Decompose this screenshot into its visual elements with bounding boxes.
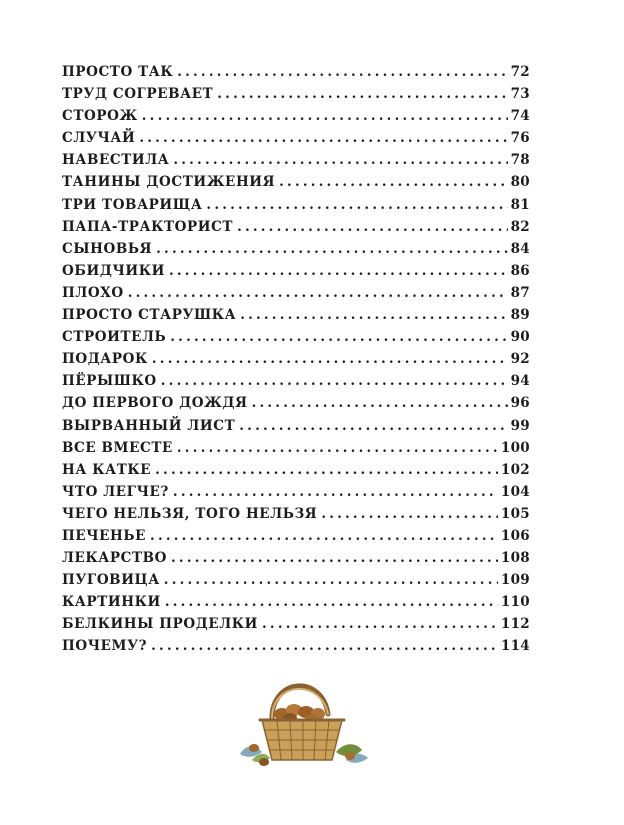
table-of-contents <box>62 64 530 661</box>
toc-entry <box>62 152 530 174</box>
toc-dot-leader <box>173 484 498 500</box>
toc-entry <box>62 572 530 594</box>
toc-entry-page-number: 110 <box>500 594 530 611</box>
toc-dot-leader <box>217 86 507 102</box>
toc-entry <box>62 174 530 196</box>
toc-entry-title: ПАПА-ТРАКТОРИСТ <box>62 218 234 235</box>
toc-entry-page-number: 73 <box>510 86 530 103</box>
toc-dot-leader <box>252 395 508 411</box>
toc-entry <box>62 285 530 307</box>
toc-dot-leader <box>128 285 508 301</box>
toc-dot-leader <box>139 130 507 146</box>
toc-entry-title: ТАНИНЫ ДОСТИЖЕНИЯ <box>62 174 276 191</box>
toc-entry <box>62 638 530 660</box>
toc-entry-page-number: 89 <box>510 307 530 324</box>
toc-entry-title: ПУГОВИЦА <box>62 572 160 589</box>
toc-entry <box>62 550 530 572</box>
toc-entry <box>62 373 530 395</box>
toc-entry <box>62 108 530 130</box>
toc-entry-page-number: 80 <box>510 174 530 191</box>
toc-entry-title: ПЛОХО <box>62 284 124 301</box>
toc-dot-leader <box>237 219 508 235</box>
toc-entry-page-number: 87 <box>510 284 530 301</box>
toc-entry <box>62 418 530 440</box>
toc-entry-title: ВЫРВАННЫЙ ЛИСТ <box>62 417 236 434</box>
toc-entry-title: НАВЕСТИЛА <box>62 152 170 169</box>
toc-dot-leader <box>177 440 498 456</box>
toc-entry-page-number: 84 <box>510 240 530 257</box>
toc-entry-page-number: 74 <box>510 108 530 125</box>
toc-entry-title: ПОДАРОК <box>62 351 148 368</box>
toc-entry-title: ТРИ ТОВАРИЩА <box>62 196 203 213</box>
toc-entry-page-number: 104 <box>500 483 530 500</box>
toc-entry-title: ПЁРЫШКО <box>62 373 157 390</box>
toc-entry <box>62 263 530 285</box>
basket-of-nuts-illustration <box>232 668 372 770</box>
toc-entry-page-number: 94 <box>510 373 530 390</box>
toc-dot-leader <box>169 263 508 279</box>
toc-entry <box>62 616 530 638</box>
toc-entry-title: СЛУЧАЙ <box>62 130 136 147</box>
toc-entry-title: НА КАТКЕ <box>62 461 152 478</box>
toc-dot-leader <box>170 329 507 345</box>
toc-dot-leader <box>177 64 507 80</box>
toc-entry-title: ДО ПЕРВОГО ДОЖДЯ <box>62 395 248 412</box>
toc-entry <box>62 594 530 616</box>
toc-entry-title: БЕЛКИНЫ ПРОДЕЛКИ <box>62 616 259 633</box>
toc-entry-page-number: 102 <box>500 461 530 478</box>
toc-entry-page-number: 108 <box>500 550 530 567</box>
toc-dot-leader <box>155 462 498 478</box>
toc-entry <box>62 395 530 417</box>
toc-entry <box>62 351 530 373</box>
toc-entry <box>62 219 530 241</box>
toc-entry-page-number: 109 <box>500 572 530 589</box>
toc-dot-leader <box>171 550 498 566</box>
toc-entry <box>62 130 530 152</box>
toc-entry-page-number: 114 <box>500 638 530 655</box>
toc-entry <box>62 64 530 86</box>
toc-dot-leader <box>151 638 498 654</box>
toc-entry-title: ЛЕКАРСТВО <box>62 550 168 567</box>
toc-entry <box>62 484 530 506</box>
toc-entry-page-number: 81 <box>510 196 530 213</box>
toc-dot-leader <box>156 241 507 257</box>
toc-entry <box>62 528 530 550</box>
toc-entry-page-number: 92 <box>510 351 530 368</box>
toc-entry-page-number: 112 <box>500 616 530 633</box>
toc-entry-page-number: 86 <box>510 262 530 279</box>
toc-dot-leader <box>239 418 507 434</box>
toc-entry <box>62 440 530 462</box>
toc-entry-page-number: 78 <box>510 152 530 169</box>
toc-dot-leader <box>165 594 498 610</box>
toc-entry-title: КАРТИНКИ <box>62 594 161 611</box>
toc-entry <box>62 506 530 528</box>
toc-entry-page-number: 99 <box>510 417 530 434</box>
toc-dot-leader <box>240 307 507 323</box>
toc-entry <box>62 329 530 351</box>
toc-entry-page-number: 72 <box>510 64 530 80</box>
toc-entry-title: ПРОСТО СТАРУШКА <box>62 307 237 324</box>
toc-entry-title: ТРУД СОГРЕВАЕТ <box>62 86 214 103</box>
toc-entry-title: ПОЧЕМУ? <box>62 638 148 655</box>
toc-entry-title: ЧТО ЛЕГЧЕ? <box>62 483 169 500</box>
toc-dot-leader <box>173 152 507 168</box>
toc-entry-title: СЫНОВЬЯ <box>62 240 153 257</box>
toc-entry-title: ЧЕГО НЕЛЬЗЯ, ТОГО НЕЛЬЗЯ <box>62 505 318 522</box>
toc-dot-leader <box>321 506 498 522</box>
toc-dot-leader <box>206 197 507 213</box>
toc-entry-page-number: 106 <box>500 527 530 544</box>
toc-entry <box>62 241 530 263</box>
toc-entry-page-number: 76 <box>510 130 530 147</box>
toc-entry-page-number: 100 <box>500 439 530 456</box>
toc-entry-title: ПЕЧЕНЬЕ <box>62 527 147 544</box>
toc-entry <box>62 462 530 484</box>
toc-entry-page-number: 96 <box>510 395 530 412</box>
toc-entry-page-number: 90 <box>510 329 530 346</box>
toc-dot-leader <box>262 616 498 632</box>
toc-entry <box>62 307 530 329</box>
toc-dot-leader <box>279 174 507 190</box>
toc-entry-page-number: 82 <box>510 218 530 235</box>
toc-entry-title: ПРОСТО ТАК <box>62 64 174 80</box>
toc-entry-title: ВСЕ ВМЕСТЕ <box>62 439 173 456</box>
toc-dot-leader <box>142 108 508 124</box>
toc-entry <box>62 86 530 108</box>
toc-entry-page-number: 105 <box>500 505 530 522</box>
toc-dot-leader <box>161 373 508 389</box>
toc-dot-leader <box>152 351 508 367</box>
toc-dot-leader <box>164 572 498 588</box>
toc-dot-leader <box>150 528 498 544</box>
toc-entry-title: ОБИДЧИКИ <box>62 262 165 279</box>
toc-entry <box>62 197 530 219</box>
toc-entry-title: СТОРОЖ <box>62 108 138 125</box>
toc-entry-title: СТРОИТЕЛЬ <box>62 329 167 346</box>
